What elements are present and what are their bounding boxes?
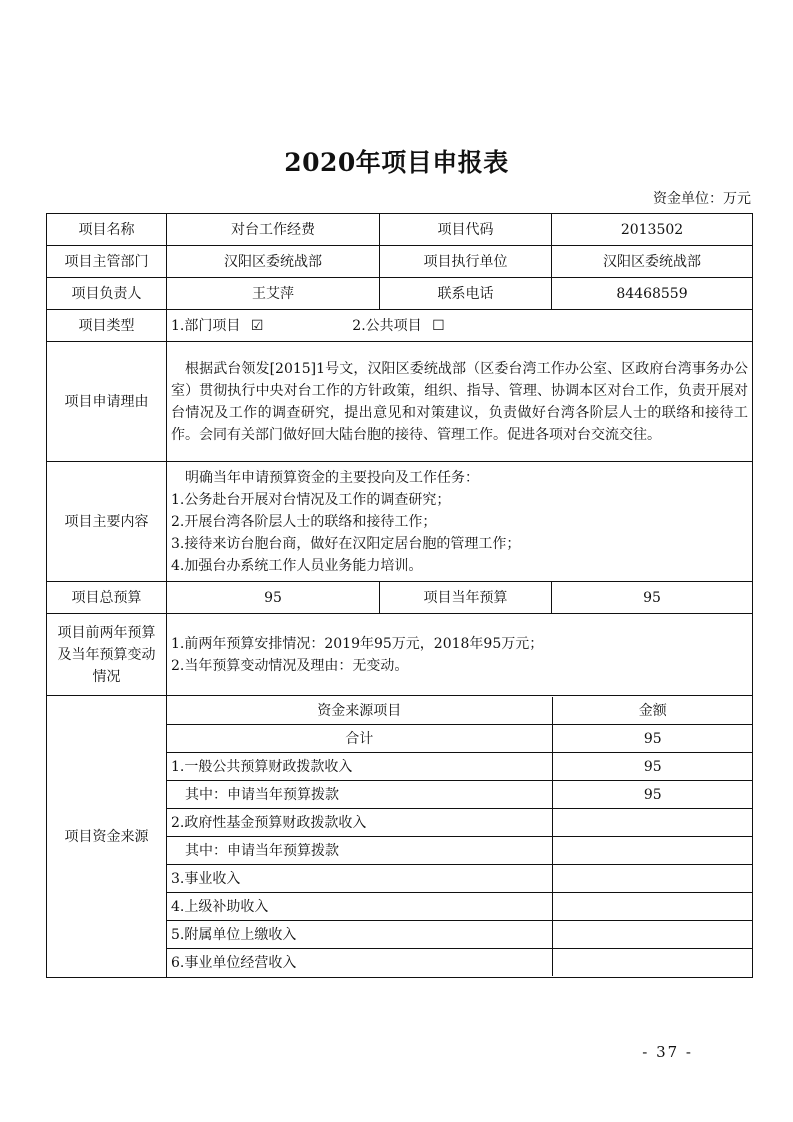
project-application-table [46,213,753,978]
content-line: 2.开展台湾各阶层人士的联络和接待工作； [171,513,437,530]
content-line: 明确当年申请预算资金的主要投向及工作任务： [185,469,479,486]
type-option-public: 2.公共项目 [352,317,422,334]
change-line: 1.前两年预算安排情况：2019年95万元，2018年95万元； [171,635,544,652]
funding-item: 合计 [167,725,552,753]
funding-amount: 95 [552,753,753,781]
page-number [0,1043,793,1061]
funding-source-label: 项目资金来源 [47,696,167,978]
funding-item-header: 资金来源项目 [167,697,552,725]
funding-amount: 95 [552,725,753,753]
table-row [167,865,753,893]
content-line: 3.接待来访台胞台商，做好在汉阳定居台胞的管理工作； [171,535,521,552]
checked-box-icon: ☑ [250,317,264,334]
table-row [167,893,753,921]
table-row [167,837,753,865]
funding-source-cell [167,696,753,978]
funding-amount [552,837,753,865]
table-row [167,809,753,837]
funding-amount-header: 金额 [552,697,753,725]
funding-item: 其中：申请当年预算拨款 [167,781,552,809]
project-code-value: 2013502 [552,214,753,246]
table-row [167,725,753,753]
table-row [47,582,753,614]
funding-item: 6.事业单位经营收入 [167,949,552,977]
reason-text: 根据武台领发[2015]1号文，汉阳区委统战部（区委台湾工作办公室、区政府台湾事务办公室）贯彻执行中央对台工作的方针政策，组织、指导、管理、协调本区对台工作，负责开展对台情况及工作的调查研究，提出意见和对策建议，负责做好台湾各阶层人士的联络和接待工作。会同有关部门做好回大陆台胞的接待、管理工作。促进各项对台交流交往。 [167,342,753,462]
reason-label: 项目申请理由 [47,342,167,462]
dept-label: 项目主管部门 [47,246,167,278]
table-row [47,462,753,582]
total-budget-value: 95 [167,582,380,614]
table-row [47,696,753,978]
type-label: 项目类型 [47,310,167,342]
budget-change-text [167,614,753,696]
funding-item: 4.上级补助收入 [167,893,552,921]
funding-item: 其中：申请当年预算拨款 [167,837,552,865]
year-budget-value: 95 [552,582,753,614]
content-line: 1.公务赴台开展对台情况及工作的调查研究； [171,491,451,508]
project-name-label: 项目名称 [47,214,167,246]
page-number-text: - 37 - [642,1043,693,1061]
funding-item: 2.政府性基金预算财政拨款收入 [167,809,552,837]
change-line: 2.当年预算变动情况及理由：无变动。 [171,657,409,674]
content-label: 项目主要内容 [47,462,167,582]
content-line: 4.加强台办系统工作人员业务能力培训。 [171,557,423,574]
owner-value: 王艾萍 [167,278,380,310]
table-row [167,921,753,949]
exec-unit-label: 项目执行单位 [380,246,552,278]
dept-value: 汉阳区委统战部 [167,246,380,278]
funding-amount [552,921,753,949]
currency-unit: 资金单位：万元 [653,191,751,207]
funding-item: 1.一般公共预算财政拨款收入 [167,753,552,781]
exec-unit-value: 汉阳区委统战部 [552,246,753,278]
funding-amount: 95 [552,781,753,809]
funding-item: 3.事业收入 [167,865,552,893]
funding-amount [552,809,753,837]
funding-amount [552,865,753,893]
funding-header-row [167,697,753,725]
project-name-value: 对台工作经费 [167,214,380,246]
total-budget-label: 项目总预算 [47,582,167,614]
funding-table [167,697,753,976]
table-row [47,310,753,342]
table-row [47,614,753,696]
table-row [167,753,753,781]
year-budget-label: 项目当年预算 [380,582,552,614]
table-row [47,246,753,278]
phone-label: 联系电话 [380,278,552,310]
funding-item: 5.附属单位上缴收入 [167,921,552,949]
type-options [167,310,753,342]
page-title: 2020年项目申报表 [284,148,509,177]
owner-label: 项目负责人 [47,278,167,310]
table-row [167,781,753,809]
table-row [167,949,753,977]
phone-value: 84468559 [552,278,753,310]
table-row [47,214,753,246]
funding-amount [552,949,753,977]
content-text [167,462,753,582]
table-row [47,278,753,310]
budget-change-label: 项目前两年预算及当年预算变动情况 [47,614,167,696]
unchecked-box-icon: ☐ [432,317,445,334]
table-row [47,342,753,462]
type-option-department: 1.部门项目 [171,317,241,334]
funding-amount [552,893,753,921]
project-code-label: 项目代码 [380,214,552,246]
